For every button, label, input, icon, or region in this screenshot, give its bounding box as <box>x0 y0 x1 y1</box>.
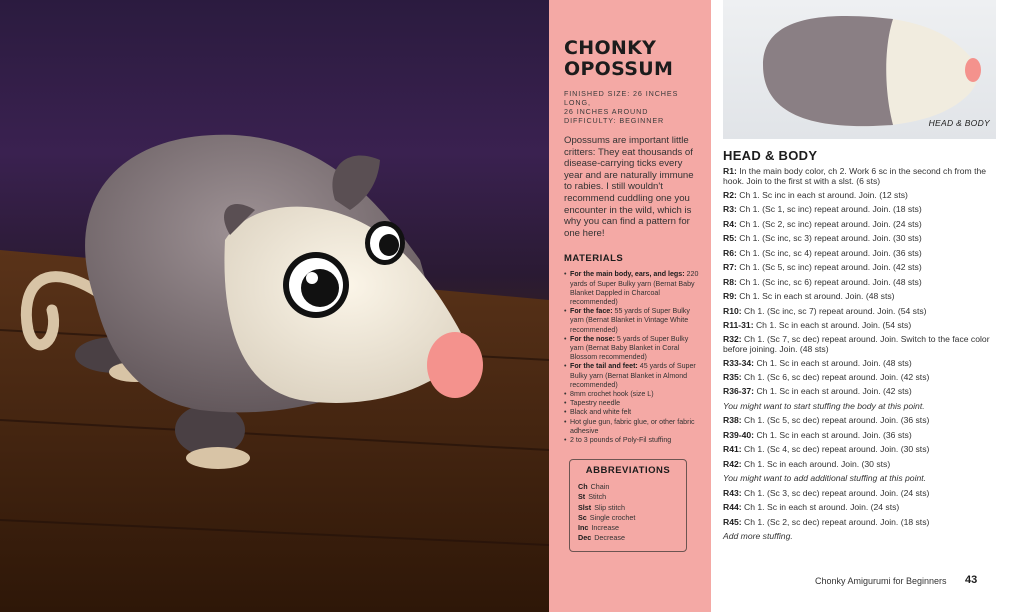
photo-caption: HEAD & BODY <box>928 118 990 128</box>
material-item: • For the nose: 5 yards of Super Bulky yarn (Bernat Baby Blanket in Coral Blossom recommended) <box>564 335 699 363</box>
instruction-row: R8: Ch 1. (Sc inc, sc 6) repeat around. Join. (48 sts) <box>723 276 922 287</box>
instruction-row: R33-34: Ch 1. Sc in each st around. Join. (48 sts) <box>723 357 912 368</box>
instruction-row: R32: Ch 1. (Sc 7, sc dec) repeat around. Join. Switch to the face color before joining. Join. (48 sts) <box>723 333 990 354</box>
material-item: • Hot glue gun, fabric glue, or other fabric adhesive <box>564 418 699 436</box>
abbreviation-row: Ch Chain <box>578 482 610 492</box>
head-body-photo <box>723 0 996 139</box>
instructions-column <box>711 0 1024 612</box>
abbreviation-row: Inc Increase <box>578 523 619 533</box>
instruction-row: R39-40: Ch 1. Sc in each st around. Join. (36 sts) <box>723 429 912 440</box>
abbreviation-row: St Stitch <box>578 492 607 502</box>
material-item: • For the face: 55 yards of Super Bulky yarn (Bernat Blanket in Vintage White recommended) <box>564 307 699 335</box>
instruction-note: You might want to start stuffing the body at this point. <box>723 400 925 411</box>
materials-heading: MATERIALS <box>564 253 624 265</box>
materials-list <box>564 270 699 445</box>
material-item: • 2 to 3 pounds of Poly-Fil stuffing <box>564 436 699 445</box>
material-item: • For the main body, ears, and legs: 220 yards of Super Bulky yarn (Bernat Baby Blanket Dappled in Charcoal recommended) <box>564 270 699 307</box>
instruction-row: R10: Ch 1. (Sc inc, sc 7) repeat around. Join. (54 sts) <box>723 305 927 316</box>
section-title: HEAD & BODY <box>723 148 818 163</box>
instruction-row: R1: In the main body color, ch 2. Work 6 sc in the second ch from the hook. Join to the first st with a slst. (6 sts) <box>723 166 987 186</box>
abbreviation-row: Dec Decrease <box>578 533 625 543</box>
instruction-row: R11-31: Ch 1. Sc in each st around. Join. (54 sts) <box>723 320 912 331</box>
instruction-row: R3: Ch 1. (Sc 1, sc inc) repeat around. Join. (18 sts) <box>723 204 922 215</box>
material-item: • 8mm crochet hook (size L) <box>564 390 699 399</box>
instruction-row: R36-37: Ch 1. Sc in each st around. Join. (42 sts) <box>723 386 912 397</box>
abbreviation-row: Sc Single crochet <box>578 512 636 522</box>
instruction-row: R9: Ch 1. Sc in each st around. Join. (48 sts) <box>723 291 895 302</box>
material-item: • For the tail and feet: 45 yards of Super Bulky yarn (Bernat Blanket in Almond recommended) <box>564 362 699 390</box>
instruction-note: You might want to add additional stuffing at this point. <box>723 473 927 484</box>
instruction-rows <box>723 165 1001 543</box>
instruction-row: R6: Ch 1. (Sc inc, sc 4) repeat around. Join. (36 sts) <box>723 247 922 258</box>
instruction-row: R44: Ch 1. Sc in each st around. Join. (24 sts) <box>723 502 900 513</box>
abbreviations-list <box>578 482 678 543</box>
instruction-row: R43: Ch 1. (Sc 3, sc dec) repeat around. Join. (24 sts) <box>723 487 930 498</box>
material-item: • Tapestry needle <box>564 399 699 408</box>
pattern-sidebar <box>549 0 711 612</box>
instruction-row: R5: Ch 1. (Sc inc, sc 3) repeat around. Join. (30 sts) <box>723 233 922 244</box>
instruction-row: R2: Ch 1. Sc inc in each st around. Join. (12 sts) <box>723 190 908 200</box>
instruction-row: R7: Ch 1. (Sc 5, sc inc) repeat around. Join. (42 sts) <box>723 262 922 273</box>
material-item: • Black and white felt <box>564 408 699 417</box>
instruction-note: Add more stuffing. <box>723 530 793 541</box>
footer-book-title: Chonky Amigurumi for Beginners <box>815 576 947 586</box>
instruction-row: R41: Ch 1. (Sc 4, sc dec) repeat around. Join. (30 sts) <box>723 444 930 455</box>
instruction-row: R4: Ch 1. (Sc 2, sc inc) repeat around. Join. (24 sts) <box>723 218 922 229</box>
page-number: 43 <box>965 574 978 586</box>
instruction-row: R42: Ch 1. Sc in each around. Join. (30 sts) <box>723 458 891 469</box>
abbreviations-heading: ABBREVIATIONS <box>585 465 671 477</box>
intro-paragraph: Opossums are important little critters: They eat thousands of disease-carrying ticks every year and are naturally immune to rabies. I still wouldn't recommend cuddling one you encounter in the wild, which is why you can find a pattern for one here! <box>564 135 694 239</box>
pattern-meta: FINISHED SIZE: 26 INCHES LONG, 26 INCHES AROUND DIFFICULTY: BEGINNER <box>564 89 679 125</box>
abbreviations-box <box>569 459 687 552</box>
instruction-row: R35: Ch 1. (Sc 6, sc dec) repeat around. Join. (42 sts) <box>723 371 930 382</box>
instruction-row: R45: Ch 1. (Sc 2, sc dec) repeat around. Join. (18 sts) <box>723 516 930 527</box>
abbreviation-row: Slst Slip stitch <box>578 502 625 512</box>
instruction-row: R38: Ch 1. (Sc 5, sc dec) repeat around. Join. (36 sts) <box>723 415 930 426</box>
pattern-title: CHONKY OPOSSUM <box>564 37 674 80</box>
